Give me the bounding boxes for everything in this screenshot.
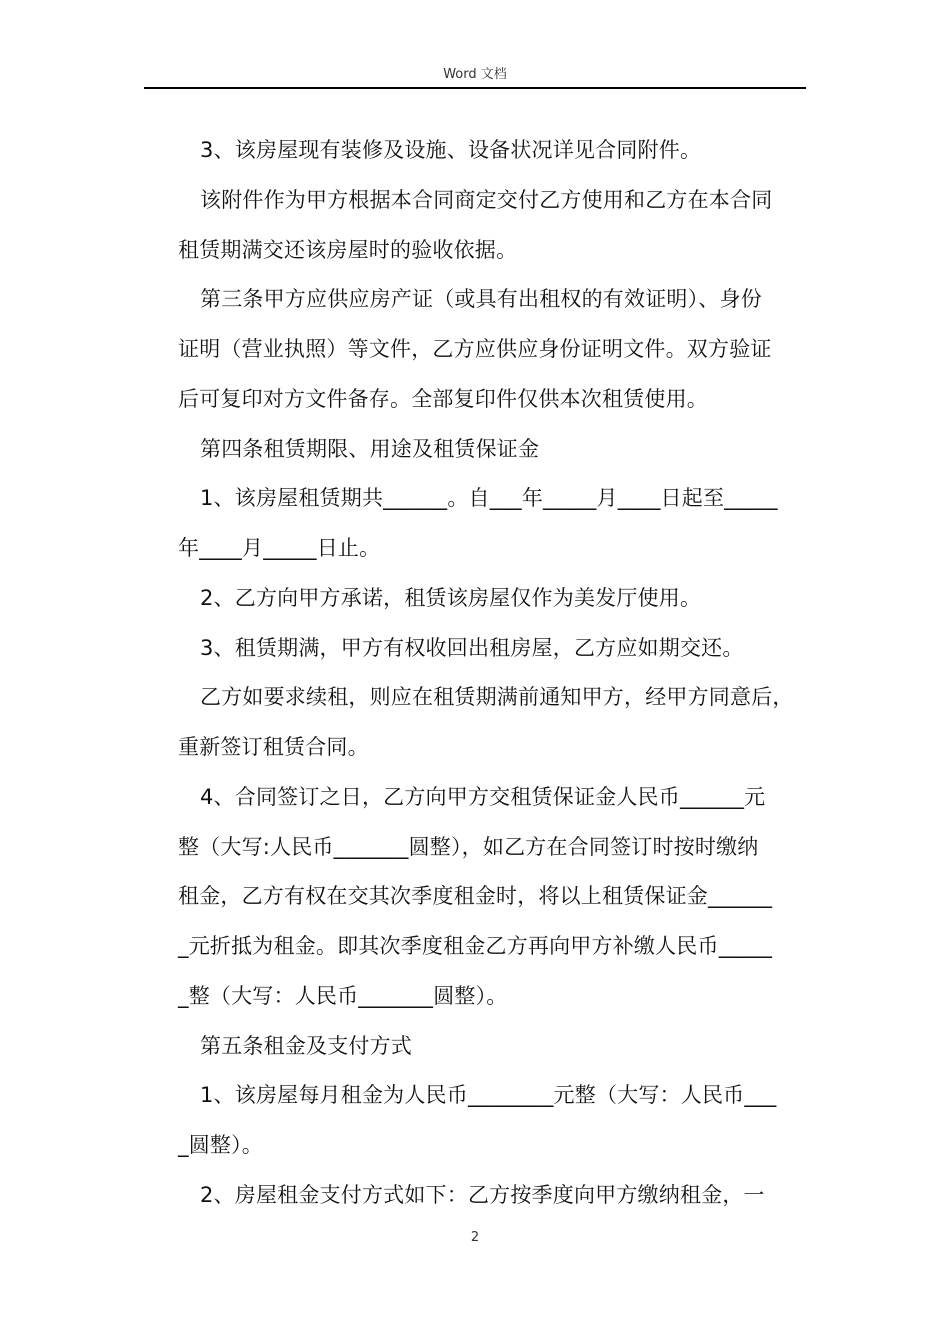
text-line: 第三条甲方应供应房产证（或具有出租权的有效证明）、身份 bbox=[200, 287, 762, 312]
text-line: 第四条租赁期限、用途及租赁保证金 bbox=[200, 436, 540, 461]
text-line: 租赁期满交还该房屋时的验收依据。 bbox=[178, 237, 518, 262]
text-line: 后可复印对方文件备存。全部复印件仅供本次租赁使用。 bbox=[178, 386, 708, 411]
document-body bbox=[178, 126, 810, 1221]
text-line: _整（大写：人民币_______圆整）。 bbox=[178, 983, 508, 1008]
text-line: _圆整）。 bbox=[178, 1133, 263, 1157]
text-line: 该附件作为甲方根据本合同商定交付乙方使用和乙方在本合同 bbox=[200, 187, 773, 212]
text-line: 第五条租金及支付方式 bbox=[200, 1033, 412, 1058]
text-line: 4、合同签订之日，乙方向甲方交租赁保证金人民币______元 bbox=[200, 784, 766, 809]
text-line: 证明（营业执照）等文件，乙方应供应身份证明文件。双方验证 bbox=[178, 337, 772, 361]
text-line: 乙方如要求续租，则应在租赁期满前通知甲方，经甲方同意后， bbox=[200, 685, 794, 710]
header-divider bbox=[144, 87, 806, 89]
text-line: 重新签订租赁合同。 bbox=[178, 735, 369, 759]
text-line: 1、该房屋租赁期共______。自___年_____月____日起至_____ bbox=[200, 486, 778, 511]
text-line: 2、房屋租金支付方式如下：乙方按季度向甲方缴纳租金，一 bbox=[200, 1182, 765, 1207]
text-line: 租金，乙方有权在交其次季度租金时，将以上租赁保证金______ bbox=[178, 884, 773, 909]
page-header-title: Word 文档 bbox=[443, 67, 507, 82]
page-number: 2 bbox=[470, 1230, 480, 1245]
text-line: 2、乙方向甲方承诺，租赁该房屋仅作为美发厅使用。 bbox=[200, 585, 702, 610]
text-line: 1、该房屋每月租金为人民币________元整（大写：人民币___ bbox=[200, 1083, 777, 1108]
text-line: 年____月_____日止。 bbox=[178, 536, 381, 560]
text-line: _元折抵为租金。即其次季度租金乙方再向甲方补缴人民币_____ bbox=[178, 934, 773, 958]
text-line: 3、租赁期满，甲方有权收回出租房屋，乙方应如期交还。 bbox=[200, 635, 744, 660]
text-line: 整（大写:人民币_______圆整），如乙方在合同签订时按时缴纳 bbox=[178, 834, 759, 859]
text-line: 3、该房屋现有装修及设施、设备状况详见合同附件。 bbox=[200, 138, 702, 162]
